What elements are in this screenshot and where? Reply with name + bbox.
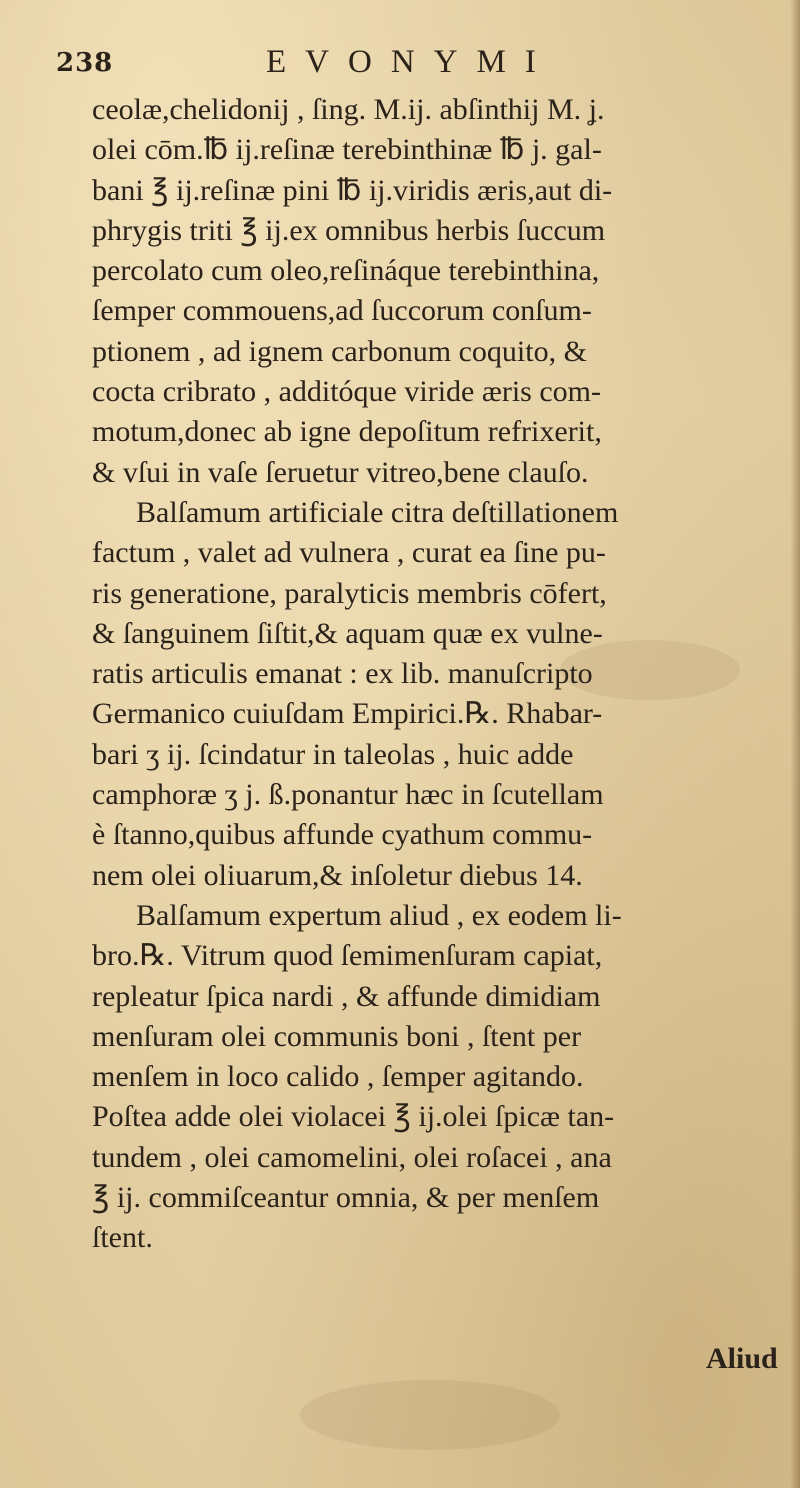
text-line: ris generatione, paralyticis membris cōfert, <box>92 576 607 610</box>
text-line: Poſtea adde olei violacei ℥ ij.olei ſpicæ tan- <box>92 1100 615 1134</box>
text-line: Balſamum artificiale citra deſtillationem <box>136 495 619 529</box>
page-number: 238 <box>56 48 114 78</box>
text-line: ptionem , ad ignem carbonum coquito, & <box>92 334 587 368</box>
text-line: bro.℞. Vitrum quod ſemimenſuram capiat, <box>92 939 603 973</box>
text-line: factum , valet ad vulnera , curat ea ſine pu- <box>92 536 606 570</box>
body-text <box>92 90 792 1259</box>
text-line: ceolæ,chelidonij , ſing. M.ij. abſinthij M. ʝ. <box>92 93 605 126</box>
text-line: menſuram olei communis boni , ſtent per <box>92 1019 582 1053</box>
text-line: nem olei oliuarum,& inſoletur diebus 14. <box>92 858 583 892</box>
text-line: & vſui in vaſe ſeruetur vitreo,bene clauſo. <box>92 455 589 489</box>
text-line: & ſanguinem ſiſtit,& aquam quæ ex vulne- <box>92 616 603 650</box>
text-line: cocta cribrato , additóque viride æris com- <box>92 375 601 409</box>
text-line: bari ʒ ij. ſcindatur in taleolas , huic adde <box>92 737 574 771</box>
text-line: bani ℥ ij.reſinæ pini ℔ ij.viridis æris,aut di- <box>92 173 613 207</box>
text-line: ℥ ij. commiſceantur omnia, & per menſem <box>92 1181 600 1215</box>
paragraph <box>92 493 792 896</box>
paragraph <box>92 90 792 493</box>
text-line: camphoræ ʒ j. ß.ponantur hæc in ſcutellam <box>92 778 604 812</box>
text-line: repleatur ſpica nardi , & affunde dimidiam <box>92 979 601 1013</box>
text-line: è ſtanno,quibus affunde cyathum commu- <box>92 818 593 852</box>
text-line: ratis articulis emanat : ex lib. manuſcripto <box>92 657 593 691</box>
running-title: EVONYMI <box>266 44 555 80</box>
text-line: percolato cum oleo,reſináque terebinthina, <box>92 254 600 288</box>
text-line: motum,donec ab igne depoſitum refrixerit, <box>92 415 602 449</box>
page-header <box>56 44 756 84</box>
text-line: ſemper commouens,ad ſuccorum conſum- <box>92 294 592 328</box>
text-line: olei cōm.℔ ij.reſinæ terebinthinæ ℔ j. gal- <box>92 133 602 167</box>
text-line: Germanico cuiuſdam Empirici.℞. Rhabar- <box>92 697 603 731</box>
text-line: tundem , olei camomelini, olei roſacei , ana <box>92 1140 612 1174</box>
text-line: phrygis triti ℥ ij.ex omnibus herbis ſuccum <box>92 213 606 247</box>
paragraph <box>92 896 792 1259</box>
catchword: Aliud <box>706 1342 778 1375</box>
page-edge-shadow <box>790 0 800 1488</box>
text-line: ſtent. <box>92 1221 153 1255</box>
text-line: menſem in loco calido , ſemper agitando. <box>92 1060 584 1094</box>
text-line: Balſamum expertum aliud , ex eodem li- <box>136 898 622 932</box>
ink-bleed-stain <box>300 1380 560 1450</box>
